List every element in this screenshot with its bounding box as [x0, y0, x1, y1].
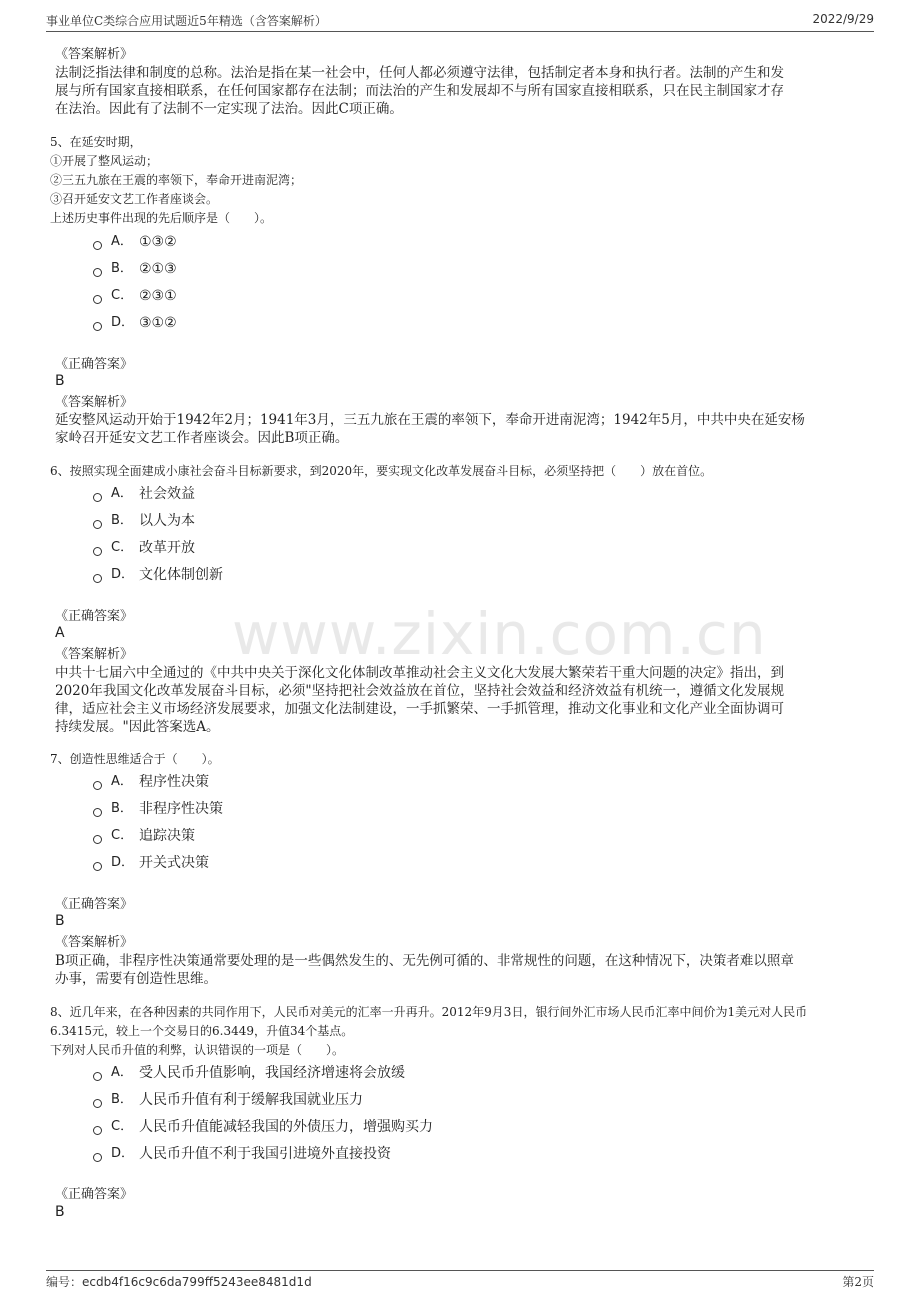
option-c[interactable]: C． 改革开放 — [93, 538, 195, 558]
radio-icon[interactable] — [93, 241, 102, 250]
radio-icon[interactable] — [93, 862, 102, 871]
analysis-label: 《答案解析》 — [55, 935, 134, 950]
option-b[interactable]: B． 以人为本 — [93, 511, 195, 531]
radio-icon[interactable] — [93, 781, 102, 790]
radio-icon[interactable] — [93, 835, 102, 844]
radio-icon[interactable] — [93, 808, 102, 817]
option-a[interactable]: A． 受人民币升值影响，我国经济增速将会放缓 — [93, 1063, 405, 1083]
analysis-label: 《答案解析》 — [55, 47, 134, 62]
correct-answer: A — [55, 625, 65, 641]
option-b[interactable]: B． 人民币升值有利于缓解我国就业压力 — [93, 1090, 363, 1110]
radio-icon[interactable] — [93, 1126, 102, 1135]
analysis-text: 中共十七届六中全通过的《中共中央关于深化文化体制改革推动社会主义文化大发展大繁荣若干重大问题的决定》指出，到 2020年我国文化改革发展奋斗目标，必须"坚持把社会效益放在首位，坚持社会效益和经济效益有机统一，遵循文化发展规 律，适应社会主义市场经济发展要求，加强文化法制建设，一手抓繁荣、一手抓管理，推动文化事业和文化产业全面协调可 持续发展。"因此答案选A。 — [55, 665, 785, 735]
correct-answer: B — [55, 913, 65, 929]
option-d[interactable]: D． 文化体制创新 — [93, 565, 223, 585]
radio-icon[interactable] — [93, 1072, 102, 1081]
correct-answer-label: 《正确答案》 — [55, 1187, 134, 1202]
watermark: www.zixin.com.cn — [232, 600, 767, 668]
correct-answer-label: 《正确答案》 — [55, 897, 134, 912]
radio-icon[interactable] — [93, 1099, 102, 1108]
radio-icon[interactable] — [93, 1153, 102, 1162]
page-number: 第2页 — [842, 1275, 874, 1289]
correct-answer-label: 《正确答案》 — [55, 357, 134, 372]
correct-answer: B — [55, 1204, 65, 1220]
radio-icon[interactable] — [93, 493, 102, 502]
document-code — [46, 1273, 312, 1290]
option-d[interactable]: D． 开关式决策 — [93, 853, 209, 873]
option-b[interactable]: B． ②①③ — [93, 259, 177, 279]
option-d[interactable]: D． 人民币升值不利于我国引进境外直接投资 — [93, 1144, 391, 1164]
document-code-label: 编号： — [46, 1275, 83, 1289]
question-stem: 6、按照实现全面建成小康社会奋斗目标新要求，到2020年，要实现文化改革发展奋斗目标，必须坚持把（ ）放在首位。 — [50, 464, 713, 478]
document-code-value: ecdb4f16c9c6da799ff5243ee8481d1d — [82, 1275, 312, 1289]
option-a[interactable]: A． ①③② — [93, 232, 177, 252]
analysis-label: 《答案解析》 — [55, 647, 134, 662]
analysis-text: B项正确，非程序性决策通常要处理的是一些偶然发生的、无先例可循的、非常规性的问题，在这种情况下，决策者难以照章 办事，需要有创造性思维。 — [55, 953, 794, 987]
option-d[interactable]: D． ③①② — [93, 313, 177, 333]
option-c[interactable]: C． 人民币升值能减轻我国的外债压力，增强购买力 — [93, 1117, 433, 1137]
footer-divider — [46, 1270, 874, 1271]
header-divider — [46, 31, 874, 32]
document-date: 2022/9/29 — [812, 12, 874, 26]
option-a[interactable]: A． 程序性决策 — [93, 772, 209, 792]
radio-icon[interactable] — [93, 295, 102, 304]
document-title: 事业单位C类综合应用试题近5年精选（含答案解析） — [46, 14, 327, 28]
radio-icon[interactable] — [93, 268, 102, 277]
analysis-text: 延安整风运动开始于1942年2月；1941年3月，三五九旅在王震的率领下，奉命开进南泥湾；1942年5月，中共中央在延安杨 家岭召开延安文艺工作者座谈会。因此B项正确。 — [55, 412, 805, 446]
correct-answer: B — [55, 373, 65, 389]
radio-icon[interactable] — [93, 322, 102, 331]
correct-answer-label: 《正确答案》 — [55, 609, 134, 624]
analysis-label: 《答案解析》 — [55, 395, 134, 410]
radio-icon[interactable] — [93, 547, 102, 556]
radio-icon[interactable] — [93, 574, 102, 583]
question-stem: 8、近几年来，在各种因素的共同作用下，人民币对美元的汇率一升再升。2012年9月3日，银行间外汇市场人民币汇率中间价为1美元对人民币 6.3415元，较上一个交易日的6.3449，升值34个基点。 下列对人民币升值的利弊，认识错误的一项是（ ）。 — [50, 1005, 808, 1057]
radio-icon[interactable] — [93, 520, 102, 529]
option-c[interactable]: C． ②③① — [93, 286, 177, 306]
option-a[interactable]: A． 社会效益 — [93, 484, 195, 504]
question-stem: 5、在延安时期， ①开展了整风运动； ②三五九旅在王震的率领下，奉命开进南泥湾； ③召开延安文艺工作者座谈会。 上述历史事件出现的先后顺序是（ ）。 — [50, 135, 303, 225]
analysis-text: 法制泛指法律和制度的总称。法治是指在某一社会中，任何人都必须遵守法律，包括制定者本身和执行者。法制的产生和发 展与所有国家直接相联系，在任何国家都存在法制；而法治的产生和发展却不与所有国家直接相联系，只在民主制国家才存 在法治。因此有了法制不一定实现了法治。因此C项正确。 — [55, 65, 784, 117]
question-stem: 7、创造性思维适合于（ ）。 — [50, 752, 220, 766]
option-c[interactable]: C． 追踪决策 — [93, 826, 195, 846]
option-b[interactable]: B． 非程序性决策 — [93, 799, 223, 819]
